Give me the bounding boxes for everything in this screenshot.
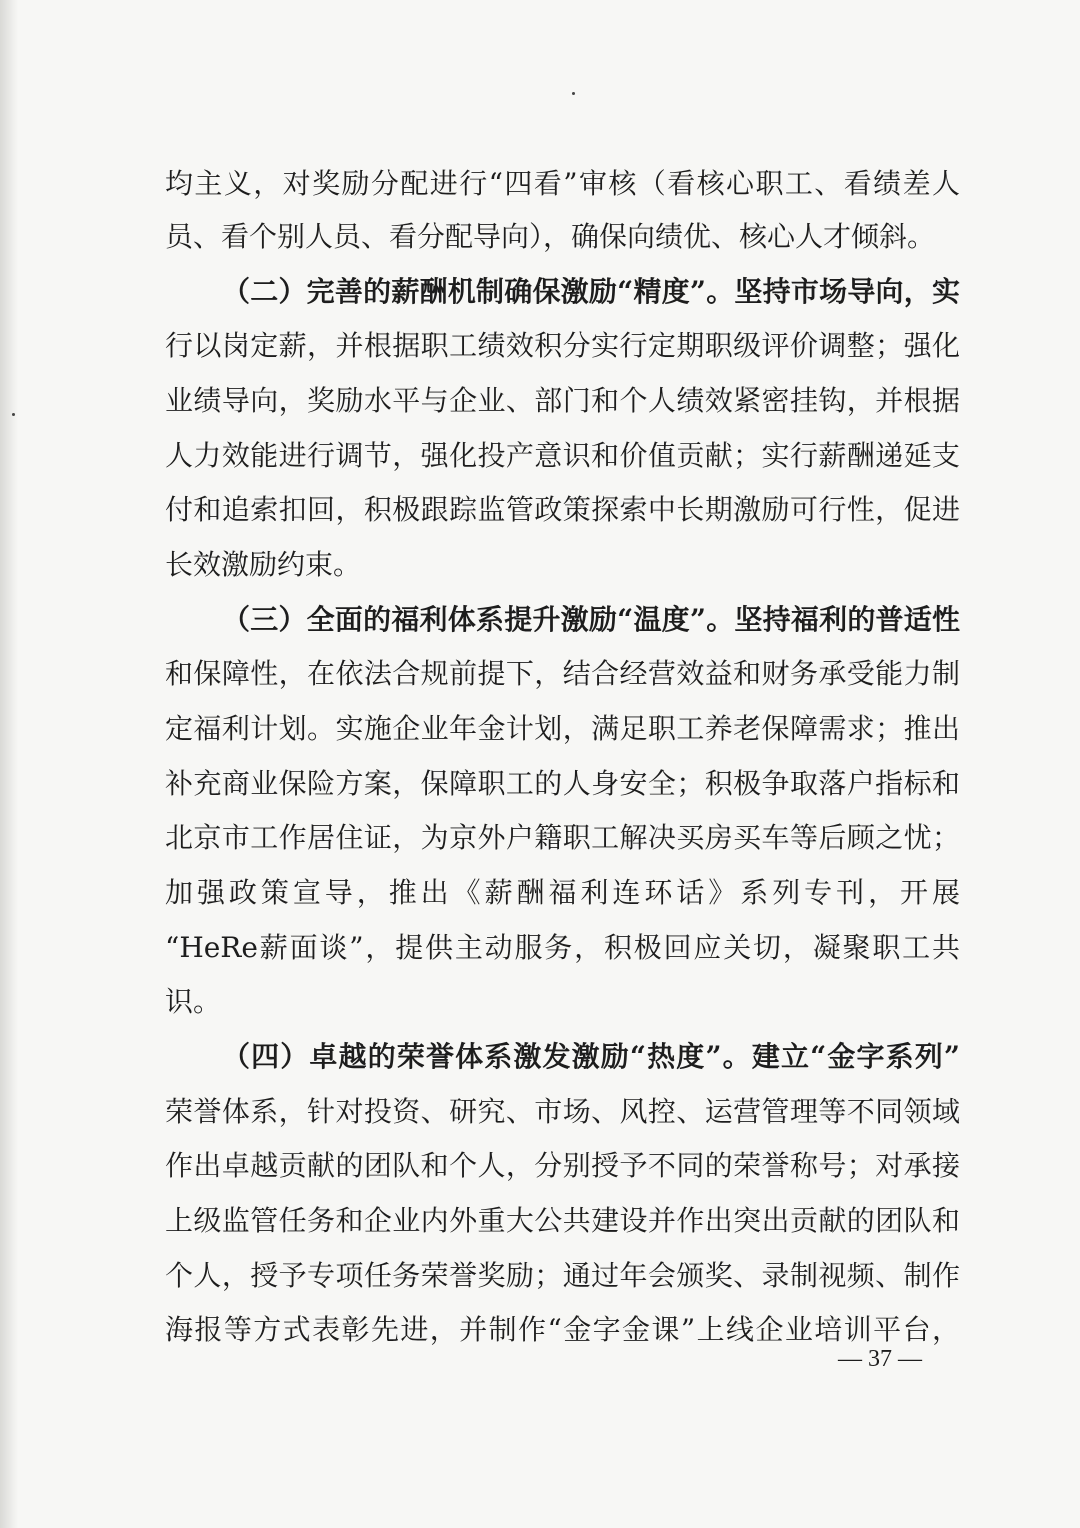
- body-line: 人力效能进行调节，强化投产意识和价值贡献；实行薪酬递延支: [165, 439, 960, 472]
- scan-speck: [572, 92, 575, 95]
- scan-speck: [12, 413, 15, 416]
- body-line: 员、看个别人员、看分配导向），确保向绩优、核心人才倾斜。: [165, 220, 936, 253]
- body-line: 和保障性，在依法合规前提下，结合经营效益和财务承受能力制: [165, 657, 960, 690]
- section-heading-line: [222, 600, 960, 640]
- section-heading-text: 全面的福利体系提升激励“温度”。坚持福利的普适性: [306, 603, 960, 636]
- section-marker: （四）: [222, 1040, 310, 1073]
- section-heading-text: 完善的薪酬机制确保激励“精度”。坚持市场导向，实: [306, 275, 960, 308]
- body-line: 补充商业保险方案，保障职工的人身安全；积极争取落户指标和: [165, 767, 960, 800]
- section-marker: （二）: [222, 275, 307, 308]
- scan-edge-shadow: [0, 0, 18, 1528]
- page-number: — 37 —: [838, 1346, 922, 1372]
- body-line: 均主义，对奖励分配进行“四看”审核（看核心职工、看绩差人: [165, 167, 960, 200]
- body-line: 荣誉体系，针对投资、研究、市场、风控、运营管理等不同领域: [165, 1095, 960, 1128]
- section-heading-text: 卓越的荣誉体系激发激励“热度”。建立“金字系列”: [309, 1040, 960, 1073]
- section-heading-line: [222, 272, 960, 312]
- body-line: 海报等方式表彰先进，并制作“金字金课”上线企业培训平台，: [165, 1313, 960, 1346]
- body-line: 长效激励约束。: [165, 548, 362, 581]
- body-line: 付和追索扣回，积极跟踪监管政策探索中长期激励可行性，促进: [165, 493, 960, 526]
- section-heading-line: [222, 1037, 960, 1077]
- body-line: 加强政策宣导，推出《薪酬福利连环话》系列专刊，开展: [165, 876, 960, 909]
- body-line: 作出卓越贡献的团队和个人，分别授予不同的荣誉称号；对承接: [165, 1149, 960, 1182]
- body-line: 上级监管任务和企业内外重大公共建设并作出突出贡献的团队和: [165, 1204, 960, 1237]
- section-marker: （三）: [222, 603, 307, 636]
- body-line: “HeRe薪面谈”，提供主动服务，积极回应关切，凝聚职工共: [165, 931, 960, 964]
- body-line: 个人，授予专项任务荣誉奖励；通过年会颁奖、录制视频、制作: [165, 1259, 960, 1292]
- body-line: 北京市工作居住证，为京外户籍职工解决买房买车等后顾之忧；: [165, 821, 960, 854]
- body-line: 定福利计划。实施企业年金计划，满足职工养老保障需求；推出: [165, 712, 960, 745]
- body-line: 识。: [165, 985, 222, 1018]
- body-line: 行以岗定薪，并根据职工绩效积分实行定期职级评价调整；强化: [165, 329, 960, 362]
- body-line: 业绩导向，奖励水平与企业、部门和个人绩效紧密挂钩，并根据: [165, 384, 960, 417]
